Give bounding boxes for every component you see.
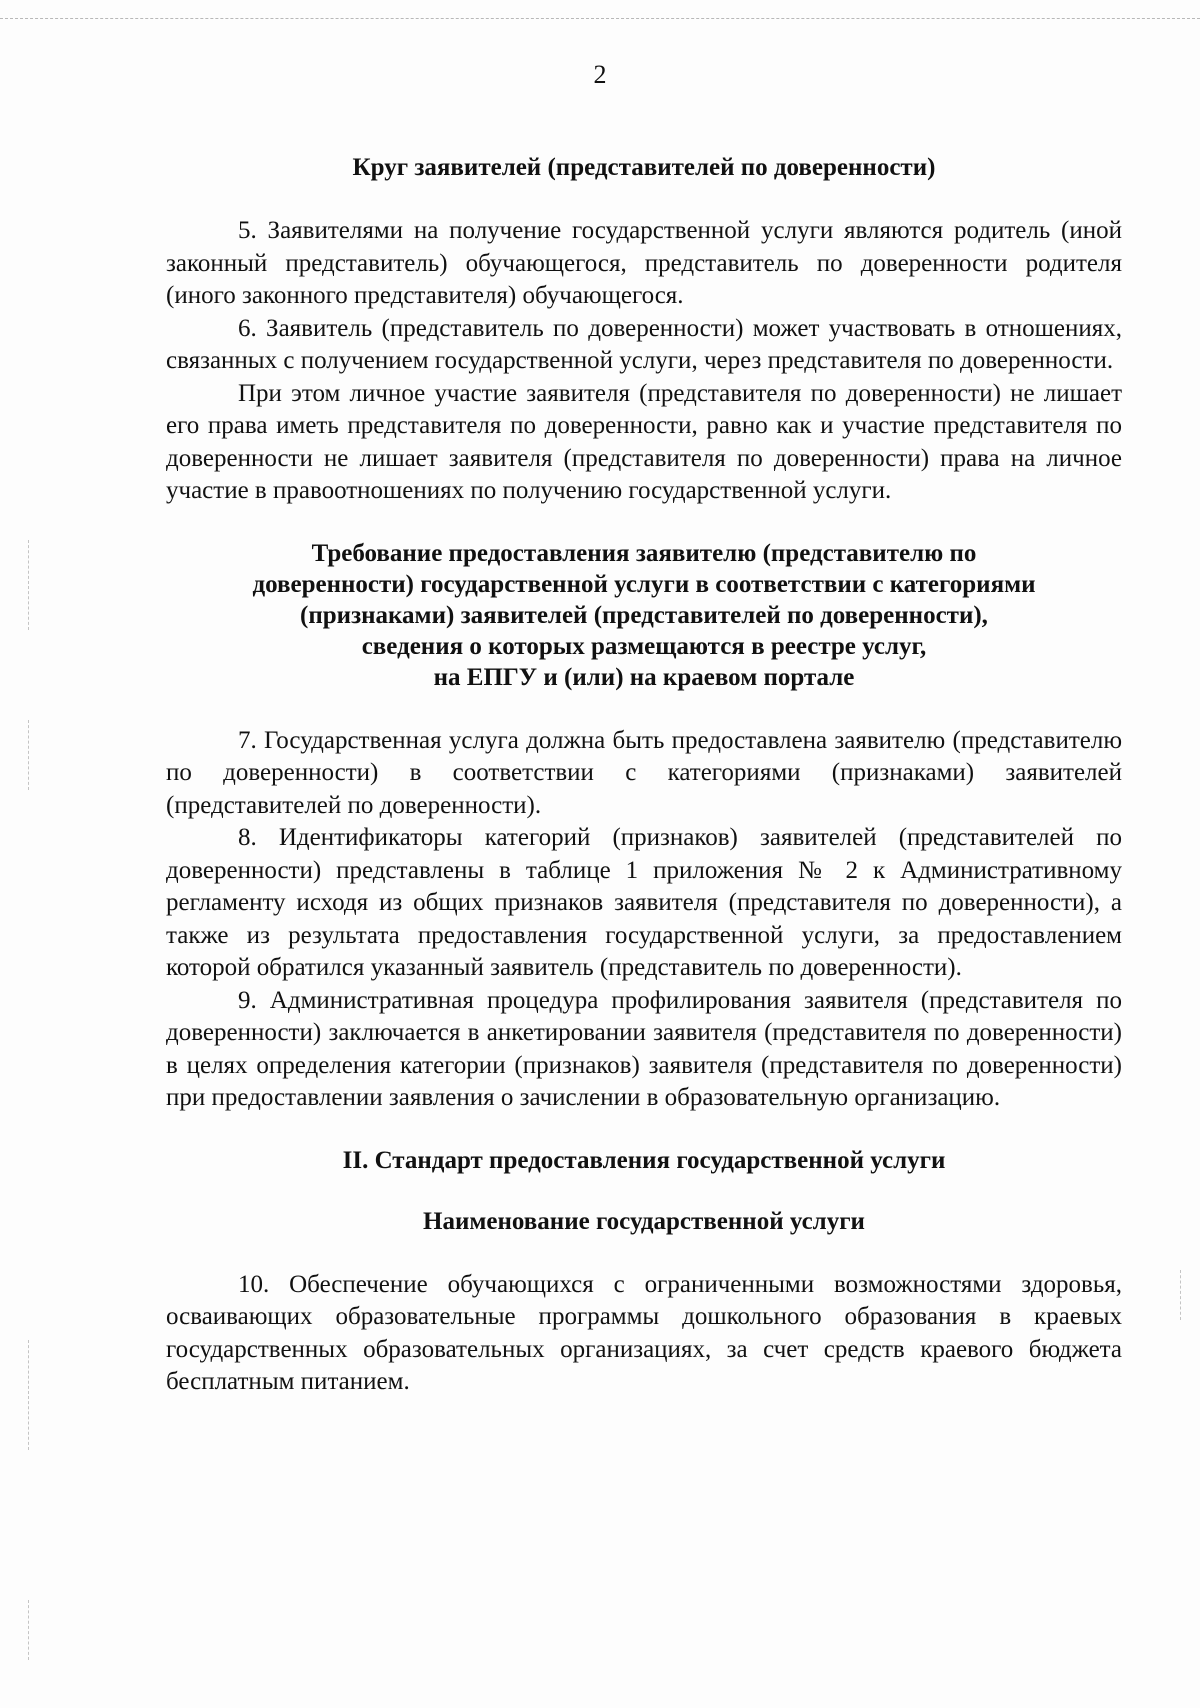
- paragraph-10: 10. Обеспечение обучающихся с ограниченными возможностями здоровья, осваивающих образовательные программы дошкольного образования в краевых государственных образовательных организациях, за счет средств краевого бюджета бесплатным питанием.: [166, 1270, 1122, 1395]
- document-body: [166, 152, 1122, 1399]
- paragraph-7: 7. Государственная услуга должна быть предоставлена заявителю (представителю по доверенности) в соответствии с категориями (признаками) заявителей (представителей по доверенности).: [166, 726, 1122, 819]
- paragraph-9: 9. Административная процедура профилирования заявителя (представителя по доверенности) заключается в анкетировании заявителя (представителя по доверенности) в целях определения категории (признаков) заявителя (представителя по доверенности) при предоставлении заявления о зачислении в образовательную организацию.: [166, 986, 1122, 1111]
- scan-edge-mark: [28, 1600, 30, 1660]
- scan-edge-mark: [28, 540, 30, 630]
- page-number: 2: [593, 60, 607, 89]
- heading-line: сведения о которых размещаются в реестре услуг,: [361, 632, 927, 660]
- paragraph-6: 6. Заявитель (представитель по доверенности) может участвовать в отношениях, связанных с получением государственной услуги, через представителя по доверенности.: [166, 314, 1122, 374]
- heading-line: Требование предоставления заявителю (представителю по: [311, 539, 977, 567]
- scan-edge-mark: [28, 720, 30, 790]
- paragraph-8: 8. Идентификаторы категорий (признаков) заявителей (представителей по доверенности) представлены в таблице 1 приложения № 2 к Административному регламенту исходя из общих признаков заявителя (представителя по доверенности), а также из результата предоставления государственной услуги, за предоставлением которой обратился указанный заявитель (представитель по доверенности).: [166, 824, 1122, 981]
- section-heading-requirement: [184, 538, 1104, 693]
- scan-edge-line: [0, 18, 1200, 19]
- heading-line: доверенности) государственной услуги в соответствии с категориями: [252, 570, 1036, 598]
- scan-edge-mark: [28, 1340, 30, 1450]
- scan-edge-mark: [1180, 1270, 1182, 1320]
- section-heading-applicants: Круг заявителей (представителей по доверенности): [352, 154, 936, 181]
- paragraph-6-continued: При этом личное участие заявителя (представителя по доверенности) не лишает его права иметь представителя по доверенности, равно как и участие представителя по доверенности не лишает заявителя (представителя по доверенности) права на личное участие в правоотношениях по получению государственной услуги.: [166, 379, 1122, 504]
- section-heading-standard: II. Стандарт предоставления государственной услуги: [342, 1146, 946, 1174]
- section-heading-service-name: Наименование государственной услуги: [423, 1207, 865, 1235]
- heading-line: на ЕПГУ и (или) на краевом портале: [433, 663, 855, 691]
- heading-line: (признаками) заявителей (представителей по доверенности),: [300, 601, 988, 629]
- paragraph-5: 5. Заявителями на получение государственной услуги являются родитель (иной законный представитель) обучающегося, представитель по доверенности родителя (иного законного представителя) обучающегося.: [166, 217, 1122, 309]
